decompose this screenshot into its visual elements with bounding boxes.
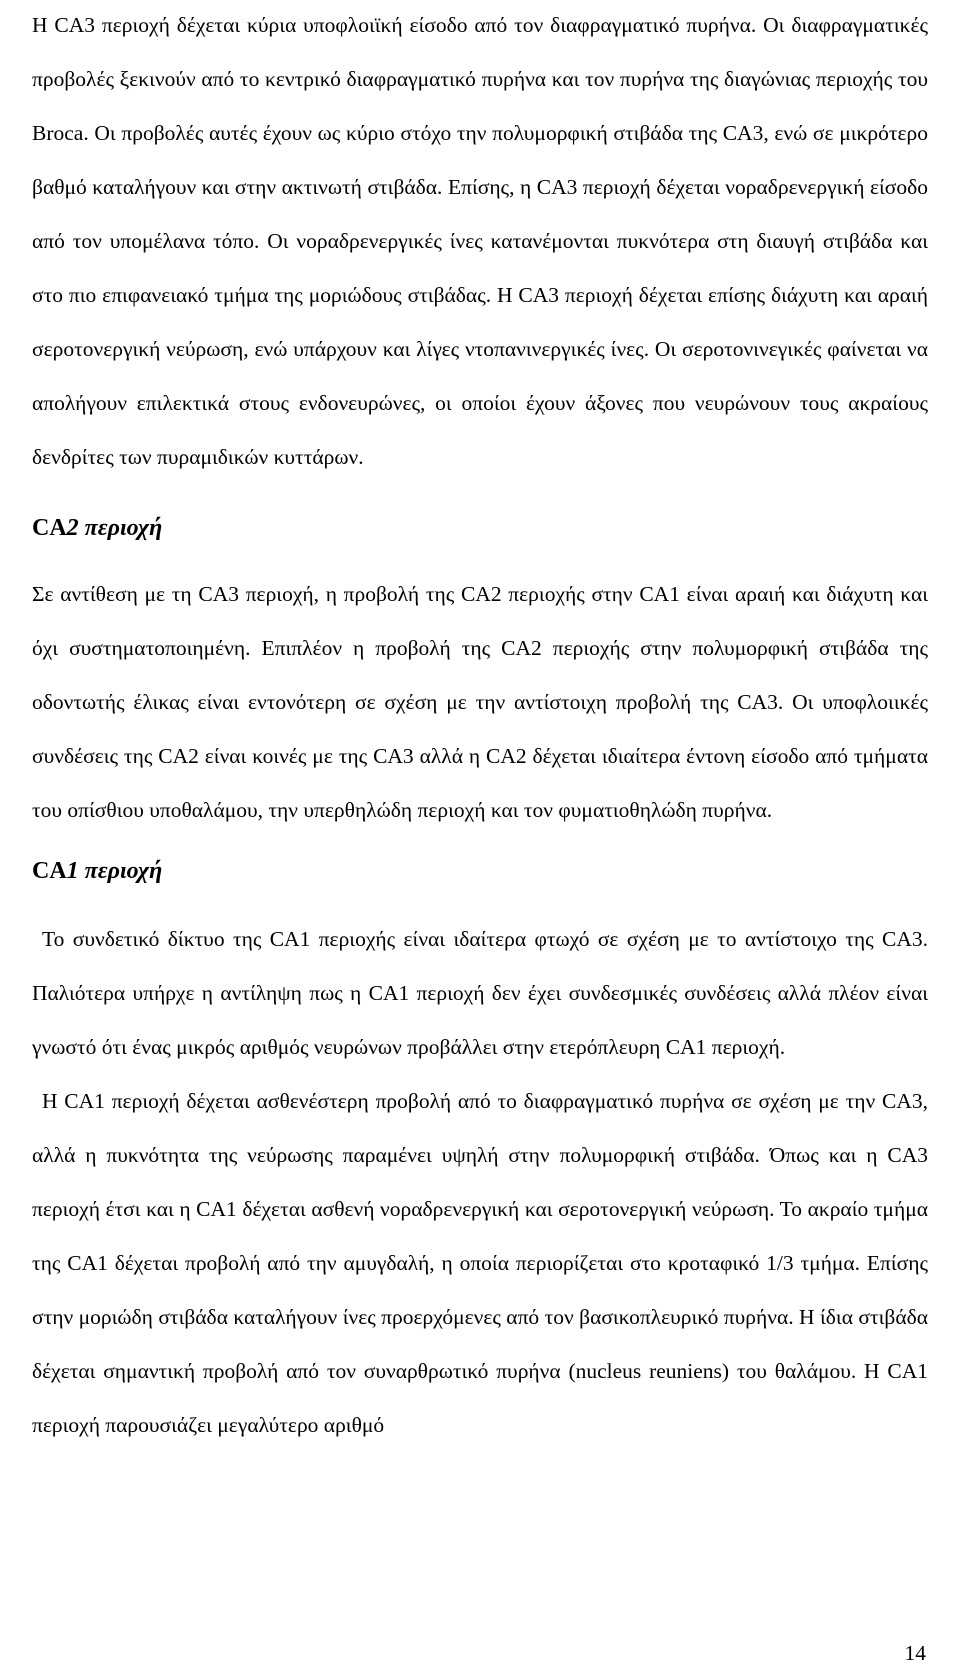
paragraph-ca2-projections: Σε αντίθεση με τη CA3 περιοχή, η προβολή της CA2 περιοχής στην CA1 είναι αραιή και διάχυτη και όχι συστηματοποιημένη. Επιπλέον η προβολή της CA2 περιοχής στην πολυμορφική στιβάδα της οδοντωτής έλικας είναι εντονότερη σε σχέση με την αντίστοιχη προβολή της CA3. Οι υποφλοιικές συνδέσεις της CA2 είναι κοινές με της CA3 αλλά η CA2 δέχεται ιδιαίτερα έντονη είσοδο από τμήματα του οπίσθιου υποθαλάμου, την υπερθηλώδη περιοχή και τον φυματιοθηλώδη πυρήνα. — [32, 581, 928, 822]
paragraph-ca1-network: Το συνδετικό δίκτυο της CA1 περιοχής είναι ιδαίτερα φτωχό σε σχέση με το αντίστοιχο της CA3. Παλιότερα υπήρχε η αντίληψη πως η CA1 περιοχή δεν έχει συνδεσμικές συνδέσεις αλλά πλέον είναι γνωστό ότι ένας μικρός αριθμός νευρώνων προβάλλει στην ετερόπλευρη CA1 περιοχή. — [32, 926, 928, 1059]
section-heading-ca1-title: 1 περιοχή — [66, 857, 163, 884]
page-number: 14 — [904, 1641, 926, 1665]
section-heading-ca2 — [32, 514, 928, 543]
section-heading-ca1 — [32, 857, 928, 886]
section-heading-ca2-title: 2 περιοχή — [66, 515, 163, 541]
document-body — [32, 0, 928, 1452]
section-heading-ca1-prefix: CA — [32, 857, 67, 884]
paragraph-ca1-inputs: Η CA1 περιοχή δέχεται ασθενέστερη προβολή από το διαφραγματικό πυρήνα σε σχέση με την CA3, αλλά η πυκνότητα της νεύρωσης παραμένει υψηλή στην πολυμορφική στιβάδα. Όπως και η CA3 περιοχή έτσι και η CA1 δέχεται ασθενή νοραδρενεργική και σεροτονεργική νεύρωση. Το ακραίο τμήμα της CA1 δέχεται προβολή από την αμυγδαλή, η οποία περιορίζεται στο κροταφικό 1/3 τμήμα. Επίσης στην μοριώδη στιβάδα καταλήγουν ίνες προερχόμενες από τον βασικοπλευρικό πυρήνα. Η ίδια στιβάδα δέχεται σημαντική προβολή από τον συναρθρωτικό πυρήνα (nucleus reuniens) του θαλάμου. Η CA1 περιοχή παρουσιάζει μεγαλύτερο αριθμό — [32, 1088, 928, 1437]
paragraph-ca3-inputs: Η CA3 περιοχή δέχεται κύρια υποφλοιϊκή είσοδο από τον διαφραγματικό πυρήνα. Οι διαφραγματικές προβολές ξεκινούν από το κεντρικό διαφραγματικό πυρήνα και τον πυρήνα της διαγώνιας περιοχής του Broca. Οι προβολές αυτές έχουν ως κύριο στόχο την πολυμορφική στιβάδα της CA3, ενώ σε μικρότερο βαθμό καταλήγουν και στην ακτινωτή στιβάδα. Επίσης, η CA3 περιοχή δέχεται νοραδρενεργική είσοδο από τον υπομέλανα τόπο. Οι νοραδρενεργικές ίνες κατανέμονται πυκνότερα στη διαυγή στιβάδα και στο πιο επιφανειακό τμήμα της μοριώδους στιβάδας. Η CA3 περιοχή δέχεται επίσης διάχυτη και αραιή σεροτονεργική νεύρωση, ενώ υπάρχουν και λίγες ντοπανινεργικές ίνες. Οι σεροτονινεγικές φαίνεται να απολήγουν επιλεκτικά στους ενδονευρώνες, οι οποίοι έχουν άξονες που νευρώνουν τους ακραίους δενδρίτες των πυραμιδικών κυττάρων. — [32, 13, 928, 469]
section-heading-ca2-prefix: CA — [32, 515, 67, 541]
